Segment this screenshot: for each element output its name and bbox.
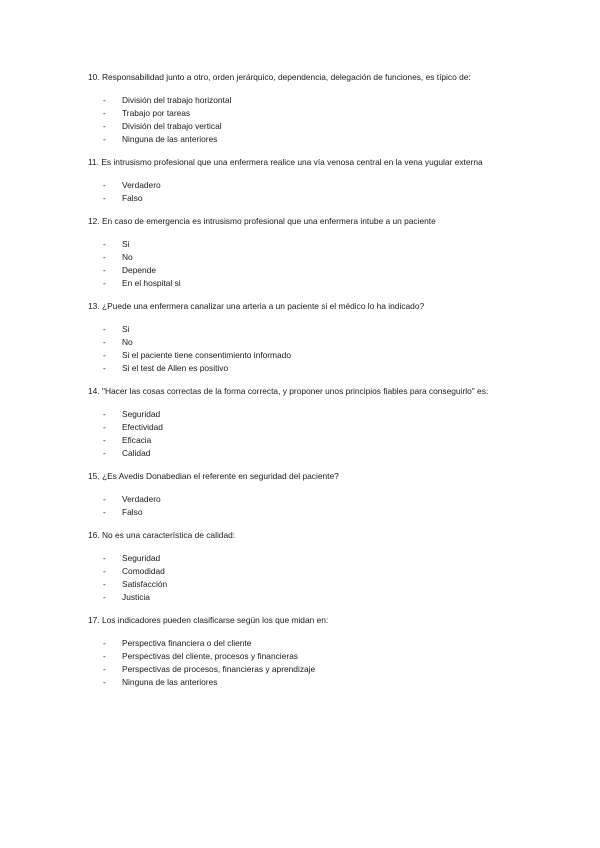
question-block [88, 385, 528, 460]
answer-option-label: Justicia [122, 592, 150, 602]
answer-option [88, 179, 528, 192]
answer-option [88, 663, 528, 676]
bullet-dash: - [103, 579, 106, 589]
bullet-dash: - [103, 193, 106, 203]
bullet-dash: - [103, 278, 106, 288]
answer-option-label: Falso [122, 507, 143, 517]
bullet-dash: - [103, 180, 106, 190]
answer-option [88, 552, 528, 565]
question-block [88, 300, 528, 375]
bullet-dash: - [103, 134, 106, 144]
answer-option-label: En el hospital si [122, 278, 181, 288]
answer-option [88, 251, 528, 264]
answer-option-label: No [122, 252, 133, 262]
answer-option-label: Perspectivas de procesos, financieras y aprendizaje [122, 664, 316, 674]
answer-option [88, 107, 528, 120]
answer-option-label: División del trabajo vertical [122, 121, 222, 131]
answer-option [88, 578, 528, 591]
bullet-dash: - [103, 553, 106, 563]
question-text: 13. ¿Puede una enfermera canalizar una arteria a un paciente si el médico lo ha indicado? [88, 301, 425, 311]
bullet-dash: - [103, 494, 106, 504]
bullet-dash: - [103, 121, 106, 131]
answer-option-label: Si el test de Allen es positivo [122, 363, 229, 373]
answer-option [88, 408, 528, 421]
answer-option [88, 349, 528, 362]
answer-option-label: Seguridad [122, 409, 161, 419]
answer-option-label: Ninguna de las anteriores [122, 677, 218, 687]
bullet-dash: - [103, 252, 106, 262]
answer-option [88, 192, 528, 205]
answer-option-label: Eficacia [122, 435, 152, 445]
bullet-dash: - [103, 507, 106, 517]
bullet-dash: - [103, 239, 106, 249]
bullet-dash: - [103, 435, 106, 445]
bullet-dash: - [103, 108, 106, 118]
answer-options [88, 408, 528, 460]
answer-option [88, 565, 528, 578]
question-block [88, 71, 528, 146]
answer-option-label: Ninguna de las anteriores [122, 134, 218, 144]
question-text: 10. Responsabilidad junto a otro, orden jerárquico, dependencia, delegación de funciones, es típico de: [88, 72, 471, 82]
bullet-dash: - [103, 566, 106, 576]
question-text: 16. No es una característica de calidad: [88, 530, 236, 540]
answer-options [88, 323, 528, 375]
answer-option [88, 421, 528, 434]
answer-option [88, 133, 528, 146]
answer-option [88, 493, 528, 506]
answer-option-label: Seguridad [122, 553, 161, 563]
answer-option-label: Si [122, 239, 130, 249]
answer-options [88, 179, 528, 205]
answer-option [88, 447, 528, 460]
answer-option-label: Depende [122, 265, 156, 275]
answer-options [88, 94, 528, 146]
answer-option [88, 650, 528, 663]
question-list [88, 71, 528, 699]
bullet-dash: - [103, 324, 106, 334]
answer-option-label: Si [122, 324, 130, 334]
question-text: 12. En caso de emergencia es intrusismo profesional que una enfermera intube a un paciente [88, 216, 436, 226]
bullet-dash: - [103, 422, 106, 432]
answer-option-label: Verdadero [122, 180, 161, 190]
bullet-dash: - [103, 95, 106, 105]
answer-option-label: Falso [122, 193, 143, 203]
bullet-dash: - [103, 363, 106, 373]
question-block [88, 215, 528, 290]
bullet-dash: - [103, 664, 106, 674]
answer-option-label: Si el paciente tiene consentimiento informado [122, 350, 291, 360]
question-block [88, 470, 528, 519]
answer-option-label: División del trabajo horizontal [122, 95, 232, 105]
answer-option-label: Calidad [122, 448, 151, 458]
answer-option-label: Efectividad [122, 422, 163, 432]
answer-option-label: Verdadero [122, 494, 161, 504]
answer-option [88, 264, 528, 277]
answer-option [88, 434, 528, 447]
answer-option-label: No [122, 337, 133, 347]
bullet-dash: - [103, 350, 106, 360]
answer-option [88, 94, 528, 107]
answer-option-label: Perspectiva financiera o del cliente [122, 638, 252, 648]
bullet-dash: - [103, 448, 106, 458]
bullet-dash: - [103, 638, 106, 648]
bullet-dash: - [103, 409, 106, 419]
answer-option-label: Trabajo por tareas [122, 108, 191, 118]
question-text: 11. Es intrusismo profesional que una enfermera realice una vía venosa central en la vena yugular externa [88, 157, 483, 167]
answer-options [88, 637, 528, 689]
answer-option [88, 591, 528, 604]
bullet-dash: - [103, 265, 106, 275]
answer-options [88, 552, 528, 604]
bullet-dash: - [103, 592, 106, 602]
bullet-dash: - [103, 337, 106, 347]
question-block [88, 156, 528, 205]
question-text: 15. ¿Es Avedis Donabedian el referente en seguridad del paciente? [88, 471, 339, 481]
question-block [88, 529, 528, 604]
answer-option-label: Perspectivas del cliente, procesos y financieras [122, 651, 298, 661]
answer-option [88, 120, 528, 133]
answer-options [88, 493, 528, 519]
answer-option [88, 506, 528, 519]
answer-option [88, 336, 528, 349]
answer-option-label: Satisfacción [122, 579, 168, 589]
bullet-dash: - [103, 651, 106, 661]
answer-options [88, 238, 528, 290]
answer-option [88, 637, 528, 650]
answer-option [88, 238, 528, 251]
answer-option [88, 323, 528, 336]
bullet-dash: - [103, 677, 106, 687]
answer-option [88, 362, 528, 375]
answer-option [88, 676, 528, 689]
answer-option-label: Comodidad [122, 566, 165, 576]
question-text: 17. Los indicadores pueden clasificarse según los que midan en: [88, 615, 329, 625]
answer-option [88, 277, 528, 290]
question-text: 14. "Hacer las cosas correctas de la forma correcta, y proponer unos principios fiables para conseguirlo" es: [88, 386, 489, 396]
question-block [88, 614, 528, 689]
